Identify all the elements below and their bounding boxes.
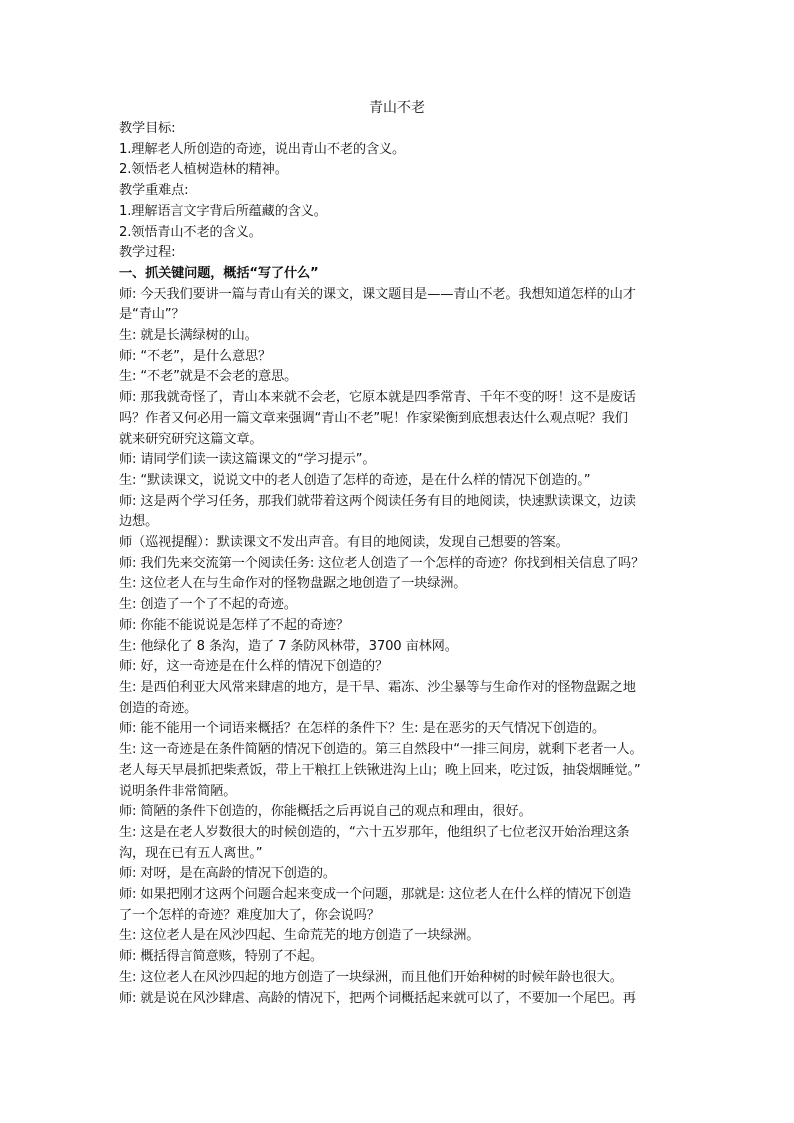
text-line: 师: 对呀，是在高龄的情况下创造的。 bbox=[119, 866, 336, 882]
text-line: 师: 如果把刚才这两个问题合起来变成一个问题，那就是: 这位老人在什么样的情况下创造 bbox=[119, 887, 632, 903]
text-line: 师: 那我就奇怪了，青山本来就不会老，它原本就是四季常青、千年不变的呀！这不是废话 bbox=[119, 390, 636, 406]
text-line: 师: 概括得言简意赅，特别了不起。 bbox=[119, 949, 323, 965]
text-line: 1.理解语言文字背后所蕴藏的含义。 bbox=[119, 203, 327, 219]
text-line: 生: 这位老人在与生命作对的怪物盘踞之地创造了一块绿洲。 bbox=[119, 576, 467, 592]
text-line: 师: 这是两个学习任务，那我们就带着这两个阅读任务有目的地阅读，快速默读课文，边读 bbox=[119, 493, 636, 509]
text-line: 师: 你能不能说说是怎样了不起的奇迹？ bbox=[119, 617, 349, 633]
text-line: 说明条件非常简陋。 bbox=[119, 783, 237, 799]
text-line: 生: “不老”就是不会老的意思。 bbox=[119, 369, 298, 385]
text-line: 一、抓关键问题，概括“写了什么” bbox=[119, 265, 319, 281]
text-line: 沟，现在已有五人离世。” bbox=[119, 845, 263, 861]
text-line: 生: 就是长满绿树的山。 bbox=[119, 328, 258, 344]
text-line: 师: 请同学们读一读这篇课文的“学习提示”。 bbox=[119, 452, 376, 468]
text-line: 生: 是西伯利亚大风常来肆虐的地方，是干旱、霜冻、沙尘暴等与生命作对的怪物盘踞之地 bbox=[119, 679, 636, 695]
text-line: 生: 这一奇迹是在条件简陋的情况下创造的。第三自然段中“一排三间房，就剩下老者一人。 bbox=[119, 742, 643, 758]
text-line: 师: 我们先来交流第一个阅读任务: 这位老人创造了一个怎样的奇迹？你找到相关信息了吗？ bbox=[119, 555, 645, 571]
text-line: 2.领悟青山不老的含义。 bbox=[119, 224, 262, 240]
text-line: 师: 好，这一奇迹是在什么样的情况下创造的？ bbox=[119, 659, 389, 675]
text-line: 生: 这位老人是在风沙四起、生命荒芜的地方创造了一块绿洲。 bbox=[119, 928, 480, 944]
text-line: 师: “不老”，是什么意思？ bbox=[119, 348, 272, 364]
text-line: 师: 简陋的条件下创造的，你能概括之后再说自己的观点和理由，很好。 bbox=[119, 804, 532, 820]
text-line: 吗？作者又何必用一篇文章来强调“青山不老”呢！作家梁衡到底想表达什么观点呢？我们 bbox=[119, 410, 628, 426]
text-line: 师（巡视提醒）：默读课文不发出声音。有目的地阅读，发现自己想要的答案。 bbox=[119, 535, 569, 551]
text-line: 1.理解老人所创造的奇迹，说出青山不老的含义。 bbox=[119, 141, 406, 157]
text-line: 师: 就是说在风沙肆虐、高龄的情况下，把两个词概括起来就可以了，不要加一个尾巴。再 bbox=[119, 990, 636, 1006]
text-line: 师: 今天我们要讲一篇与青山有关的课文，课文题目是——青山不老。我想知道怎样的山才 bbox=[119, 286, 636, 302]
text-line: 生: 这位老人在风沙四起的地方创造了一块绿洲，而且他们开始种树的时候年龄也很大。 bbox=[119, 969, 623, 985]
text-line: 教学目标: bbox=[119, 121, 176, 136]
text-line: 师: 能不能用一个词语来概括？在怎样的条件下？生: 是在恶劣的天气情况下创造的。 bbox=[119, 721, 606, 737]
text-line: 生: 创造了一个了不起的奇迹。 bbox=[119, 597, 297, 613]
text-line: 边想。 bbox=[119, 514, 159, 530]
text-line: 创造的奇迹。 bbox=[119, 700, 198, 716]
text-line: 教学过程: bbox=[119, 245, 176, 261]
document-body bbox=[119, 119, 679, 1009]
text-line: 2.领悟老人植树造林的精神。 bbox=[119, 162, 288, 178]
text-line: 老人每天早晨抓把柴煮饭，带上干粮扛上铁锹进沟上山；晚上回来，吃过饭，抽袋烟睡觉。” bbox=[119, 762, 641, 778]
page-title: 青山不老 bbox=[369, 100, 425, 116]
text-line: 是“青山”？ bbox=[119, 307, 185, 323]
text-line: 生: 这是在老人岁数很大的时候创造的，“六十五岁那年，他组织了七位老汉开始治理这条 bbox=[119, 824, 630, 840]
text-line: 了一个怎样的奇迹？难度加大了，你会说吗？ bbox=[119, 907, 380, 923]
text-line: 生: “默读课文，说说文中的老人创造了怎样的奇迹，是在什么样的情况下创造的。” bbox=[119, 472, 591, 488]
text-line: 生: 他绿化了 8 条沟，造了 7 条防风林带，3700 亩林网。 bbox=[119, 638, 458, 654]
text-line: 就来研究研究这篇文章。 bbox=[119, 431, 263, 447]
text-line: 教学重难点: bbox=[119, 183, 189, 199]
